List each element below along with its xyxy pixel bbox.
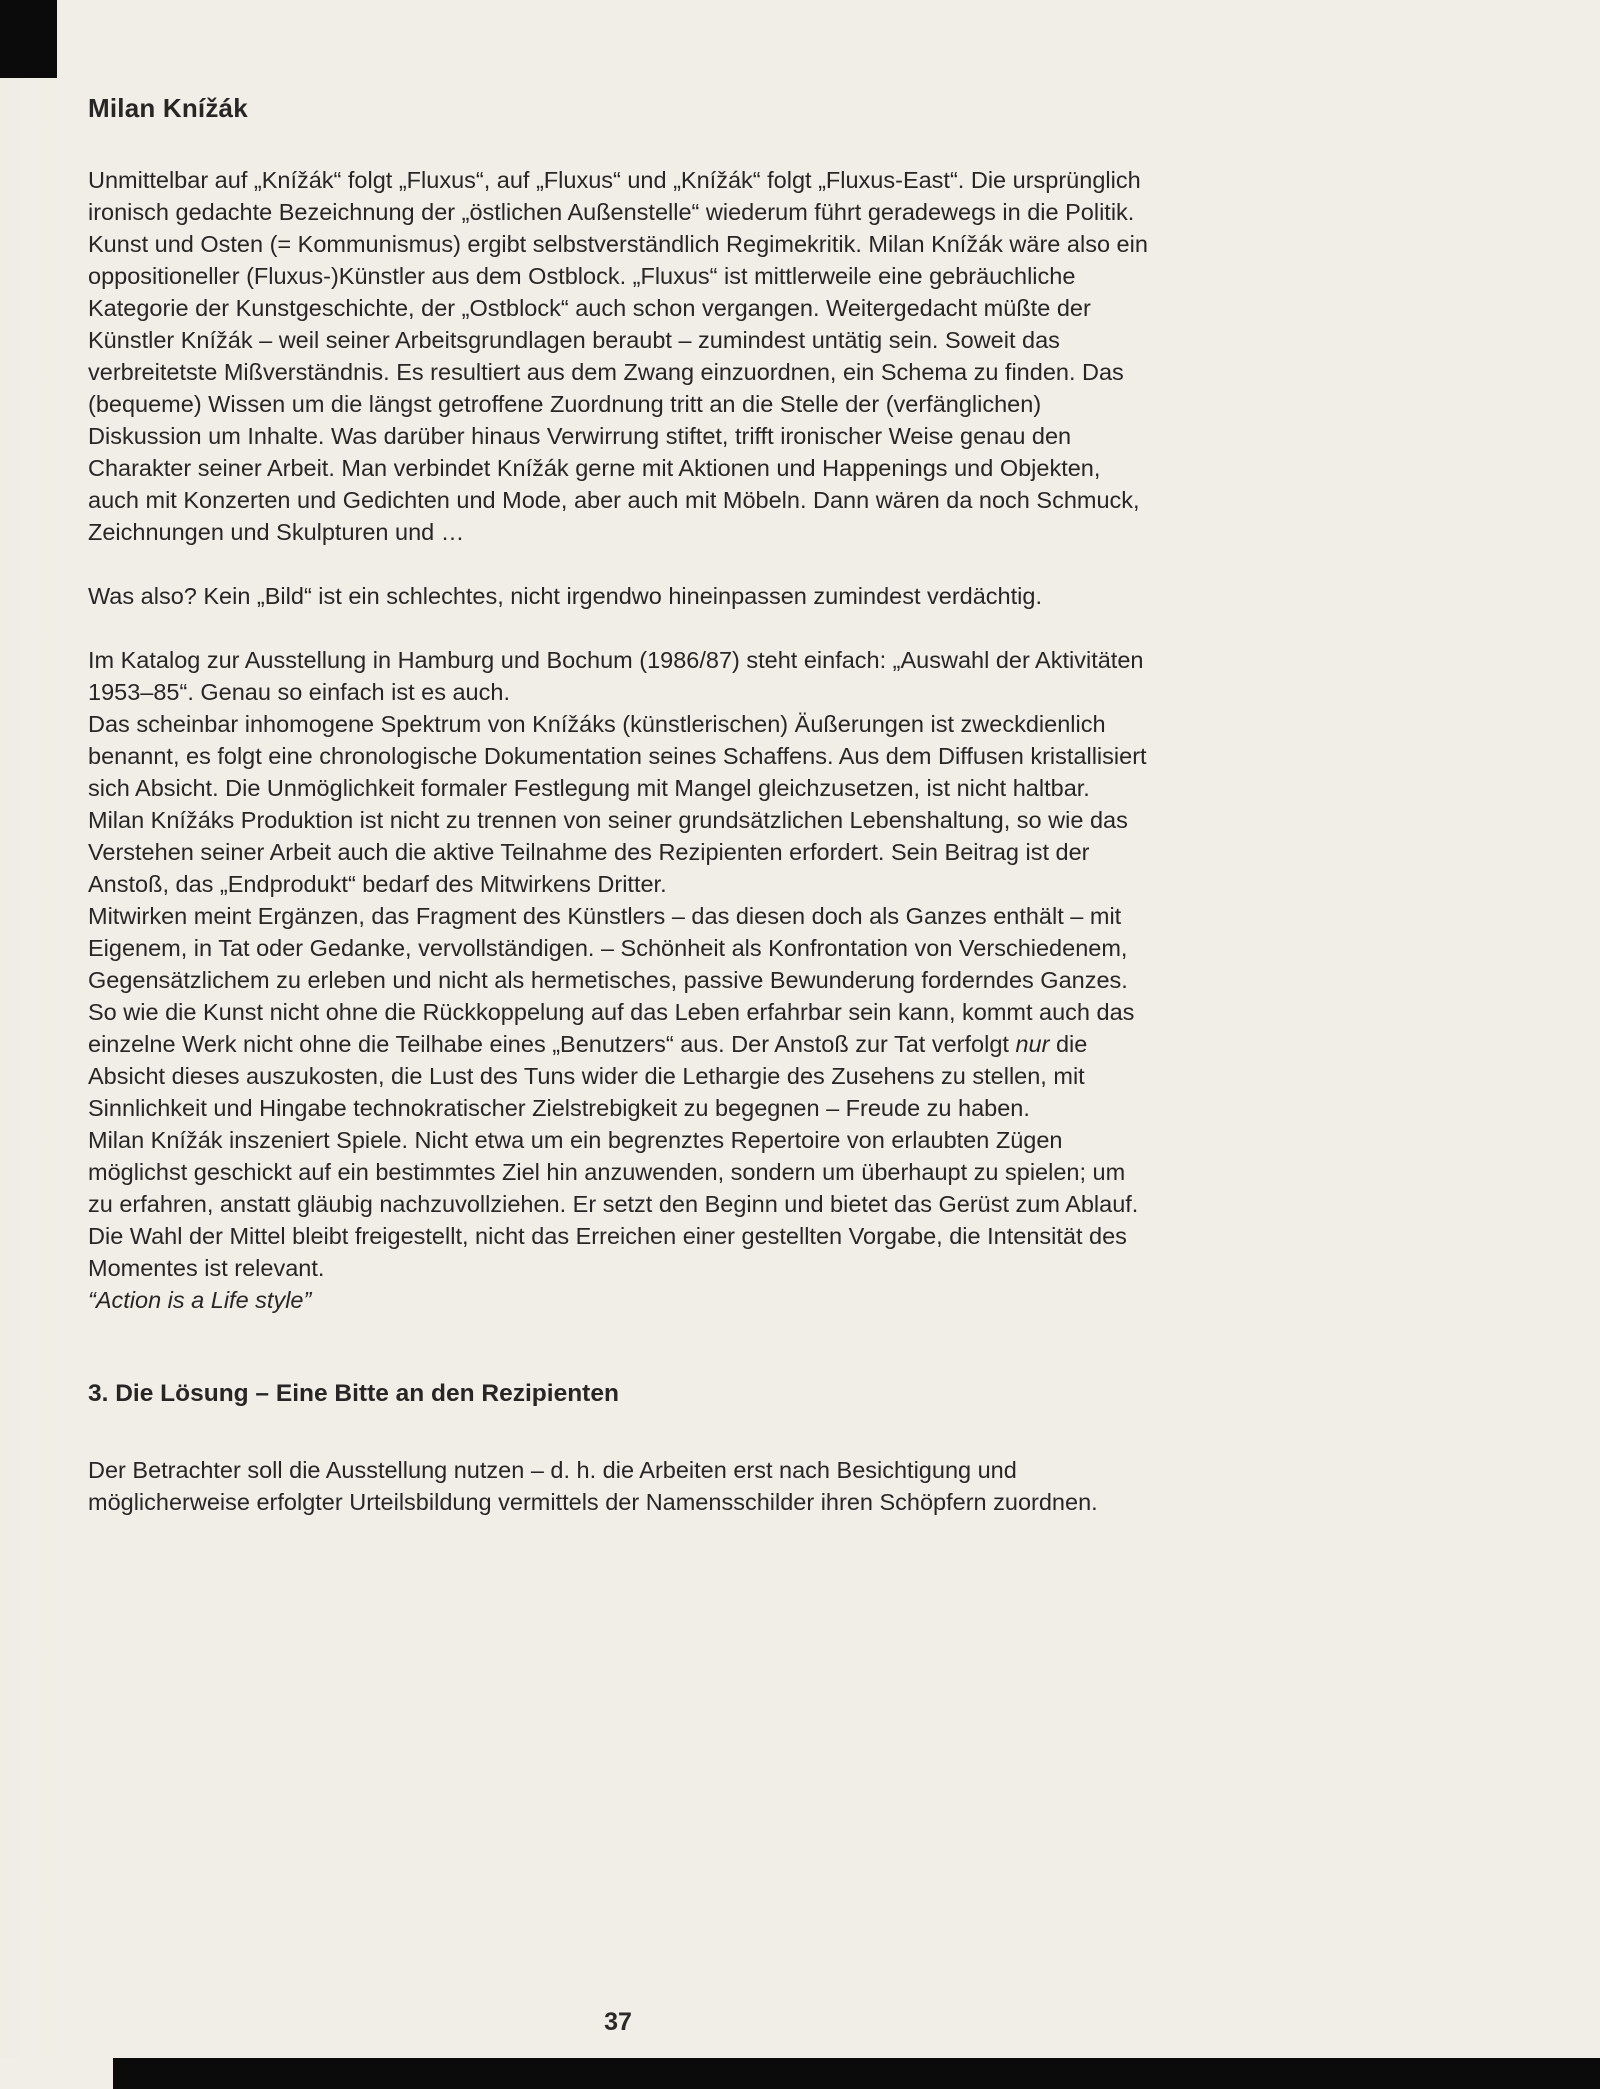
scan-corner-artifact [0, 0, 57, 78]
paragraph-betrachter: Der Betrachter soll die Ausstellung nutzen – d. h. die Arbeiten erst nach Besichtigung und möglicherweise erfolgter Urteilsbildung vermittels der Namensschilder ihren Schöpfern zuordnen. [88, 1457, 1098, 1515]
paragraph-was-also: Was also? Kein „Bild“ ist ein schlechtes, nicht irgendwo hineinpassen zumindest verdächtig. [88, 583, 1042, 609]
paragraph-spiele: Milan Knížák inszeniert Spiele. Nicht etwa um ein begrenztes Repertoire von erlaubten Zügen möglichst geschickt auf ein bestimmtes Ziel hin anzuwenden, sondern um überhaupt zu spielen; um zu erfahren, anstatt gläubig nachzuvollziehen. Er setzt den Beginn und bietet das Gerüst zum Ablauf. Die Wahl der Mittel bleibt freigestellt, nicht das Erreichen einer gestellten Vorgabe, die Intensität des Momentes ist relevant. [88, 1127, 1139, 1281]
page-content [88, 92, 1148, 1518]
paragraph-produktion: Milan Knížáks Produktion ist nicht zu trennen von seiner grundsätzlichen Lebenshaltung, so wie das Verstehen seiner Arbeit auch die aktive Teilnahme des Rezipienten erfordert. Sein Beitrag ist der Anstoß, das „Endprodukt“ bedarf des Mitwirkens Dritter. [88, 807, 1128, 897]
page-number: 37 [604, 2008, 632, 2036]
quote-action-lifestyle: “Action is a Life style” [88, 1287, 312, 1313]
section-heading-loesung: 3. Die Lösung – Eine Bitte an den Rezipienten [88, 1380, 619, 1407]
scan-bottom-artifact [113, 2058, 1600, 2089]
paragraph-spektrum: Das scheinbar inhomogene Spektrum von Knížáks (künstlerischen) Äußerungen ist zweckdienlich benannt, es folgt eine chronologische Dokumentation seines Schaffens. Aus dem Diffusen kristallisiert sich Absicht. Die Unmöglichkeit formaler Festlegung mit Mangel gleichzusetzen, ist nicht haltbar. [88, 711, 1147, 801]
paragraph-intro: Unmittelbar auf „Knížák“ folgt „Fluxus“, auf „Fluxus“ und „Knížák“ folgt „Fluxus-East“. Die ursprünglich ironisch gedachte Bezeichnung der „östlichen Außenstelle“ wiederum führt geradewegs in die Politik. Kunst und Osten (= Kommunismus) ergibt selbstverständlich Regimekritik. Milan Knížák wäre also ein oppositioneller (Fluxus-)Künstler aus dem Ostblock. „Fluxus“ ist mittlerweile eine gebräuchliche Kategorie der Kunstgeschichte, der „Ostblock“ auch schon vergangen. Weitergedacht müßte der Künstler Knížák – weil seiner Arbeitsgrundlagen beraubt – zumindest untätig sein. Soweit das verbreitetste Mißverständnis. Es resultiert aus dem Zwang einzuordnen, ein Schema zu finden. Das (bequeme) Wissen um die längst getroffene Zuordnung tritt an die Stelle der (verfänglichen) Diskussion um Inhalte. Was darüber hinaus Verwirrung stiftet, trifft ironischer Weise genau den Charakter seiner Arbeit. Man verbindet Knížák gerne mit Aktionen und Happenings und Objekten, auch mit Konzerten und Gedichten und Mode, aber auch mit Möbeln. Dann wären da noch Schmuck, Zeichnungen und Skulpturen und … [88, 167, 1148, 545]
scan-left-fade [0, 78, 70, 2058]
emphasis-nur: nur [1015, 1031, 1050, 1057]
article-title: Milan Knížák [88, 93, 248, 123]
text-run-post: die Absicht dieses auszukosten, die Lust des Tuns wider die Lethargie des Zusehens zu stellen, mit Sinnlichkeit und Hingabe technokratischer Zielstrebigkeit zu begegnen – Freude zu haben. [88, 1031, 1088, 1121]
text-run-pre: Mitwirken meint Ergänzen, das Fragment des Künstlers – das diesen doch als Ganzes enthält – mit Eigenem, in Tat oder Gedanke, vervollständigen. – Schönheit als Konfrontation von Verschiedenem, Gegensätzlichem zu erleben und nicht als hermetisches, passive Bewunderung forderndes Ganzes. So wie die Kunst nicht ohne die Rückkoppelung auf das Leben erfahrbar sein kann, kommt auch das einzelne Werk nicht ohne die Teilhabe eines „Benutzers“ aus. Der Anstoß zur Tat verfolgt [88, 903, 1135, 1057]
paragraph-mitwirken [88, 900, 1148, 1124]
paragraph-katalog: Im Katalog zur Ausstellung in Hamburg und Bochum (1986/87) steht einfach: „Auswahl der Aktivitäten 1953–85“. Genau so einfach ist es auch. [88, 647, 1144, 705]
